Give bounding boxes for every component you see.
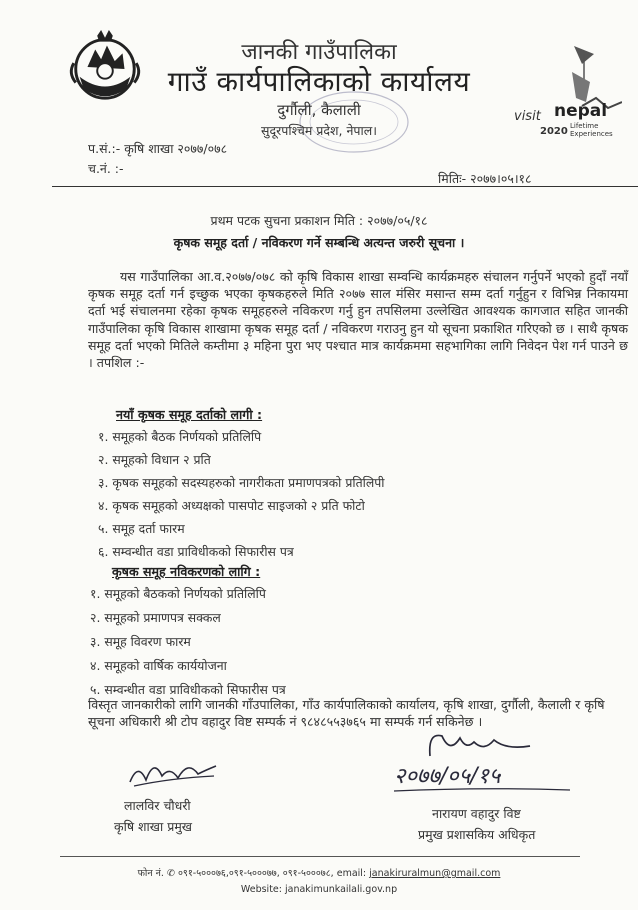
office-province: सुदूरपश्चिम प्रदेश, नेपाल। bbox=[261, 123, 377, 138]
list-item: ३. कृषक समूहको सदस्यहरुको नागरीकता प्रमाणपत्रको प्रतिलिपी bbox=[98, 475, 385, 490]
left-signature-icon bbox=[124, 752, 220, 792]
list-item: २. समूहको विधान २ प्रति bbox=[98, 452, 211, 467]
footer-website-link[interactable]: janakimunkailali.gov.np bbox=[285, 884, 398, 895]
notice-body: यस गाउँपालिका आ.व.२०७७/०७८ को कृषि विकास शाखा सम्वन्धि कार्यक्रमहरु संचालन गर्नुपर्ने भएको हुदाँ नयाँ कृषक समूह दर्ता गर्न इच्छुक भएका कृषकहरुले मिति २०७७ साल मंसिर मसान्त सम्म दर्ता गर्नुहुन र विभिन्न निकायमा दर्ता भई संचालनमा रहेका कृषक समूहहरुले नविकरण गर्नु हुन तपसिलमा उल्लेखित आवश्यक कागजात सहित जानकी गाउँपालिका कृषि विकास शाखामा कृषक समूह दर्ता / नविकरण गराउनु हुन यो सूचना प्रकाशित गरिएको छ । साथै कृषक समूह दर्ता भएको मितिले कम्तीमा ३ महिना पुरा भए पश्चात मात्र कार्यक्रममा सहभागिका लागि निवेदन पेश गर्न पाउने छ । तपशिल :- bbox=[88, 269, 628, 371]
left-signatory-name: लालविर चौधरी bbox=[124, 798, 191, 813]
first-publish-date: प्रथम पटक सुचना प्रकाशन मिति : २०७७/०५/१८ bbox=[210, 213, 428, 228]
left-signatory-title: कृषि शाखा प्रमुख bbox=[114, 819, 193, 834]
letter-date: मितिः- २०७७।०५।१८ bbox=[438, 171, 532, 186]
list-item: ५. सम्वन्धीत वडा प्राविधीकको सिफारीस पत्र bbox=[90, 682, 286, 697]
logo-year: 2020 bbox=[540, 126, 568, 137]
handwritten-sign-date: २०७७/०५/१५ bbox=[394, 764, 501, 789]
list-item: ४. कृषक समूहको अध्यक्षको पासपोट साइजको २ प्रति फोटो bbox=[98, 498, 365, 513]
visit-text: visit bbox=[514, 109, 541, 124]
nepal-text: nepal bbox=[554, 101, 608, 121]
list-item: १. समूहको बैठक निर्णयको प्रतिलिपि bbox=[98, 429, 262, 444]
list-item: ६. सम्वन्धीत वडा प्राविधीकको सिफारीस पत्र bbox=[98, 544, 294, 559]
list-item: ५. समूह दर्ता फारम bbox=[98, 521, 185, 536]
list-item: ४. समूहको वार्षिक कार्ययोजना bbox=[90, 658, 227, 673]
contact-paragraph: विस्तृत जानकारीको लागि जानकी गाँउपालिका, गाँउ कार्यपालिकाको कार्यालय, कृषि शाखा, दुर्गौली, कैलाली र कृषि सूचना अधिकारी श्री टोप वहादुर विष्ट सम्पर्क नं ९८४८५५३७६५ मा सम्पर्क गर्न सकिनेछ । bbox=[88, 697, 605, 729]
header-divider bbox=[52, 186, 638, 187]
list-item: २. समूहको प्रमाणपत्र सक्कल bbox=[90, 610, 221, 625]
footer-website bbox=[0, 884, 638, 895]
right-signature-icon bbox=[420, 726, 540, 764]
right-signatory-name: नारायण वहादुर विष्ट bbox=[432, 806, 521, 821]
notice-title: कृषक समूह दर्ता / नविकरण गर्ने सम्बन्धि अत्यन्त जरुरी सूचना । bbox=[173, 235, 465, 250]
footer-website-label: Website: bbox=[240, 884, 282, 895]
dispatch-number: च.नं. :- bbox=[88, 161, 124, 176]
footer-email-link[interactable]: janakiruralmun@gmail.com bbox=[369, 868, 501, 879]
sign-underline bbox=[392, 786, 572, 794]
new-registration-heading: नयाँ कृषक समूह दर्ताको लागी : bbox=[116, 407, 263, 422]
list-item: १. समूहको बैठकको निर्णयको प्रतिलिपि bbox=[90, 586, 266, 601]
footer-divider bbox=[60, 856, 580, 857]
office-location: दुर्गौली, कैलाली bbox=[277, 101, 361, 119]
footer-phone: फोन नं. ✆ ०९१-५०००७६,०९१-५०००७७, ०९१-५०००७८, bbox=[137, 868, 334, 879]
footer-email-label: email: bbox=[336, 868, 367, 879]
logo-tag-2: Experiences bbox=[570, 130, 613, 138]
renewal-heading: कृषक समूह नविकरणको लागि : bbox=[112, 564, 261, 579]
list-item: ३. समूह विवरण फारम bbox=[90, 634, 191, 649]
office-name: गाउँ कार्यपालिकाको कार्यालय bbox=[167, 65, 471, 98]
footer-contact bbox=[0, 866, 638, 879]
right-signatory-title: प्रमुख प्रशासकिय अधिकृत bbox=[418, 827, 536, 842]
logo-tag-1: Lifetime bbox=[570, 122, 599, 130]
municipality-name: जानकी गाउँपालिका bbox=[241, 40, 397, 65]
letter-reference-number: प.सं.:- कृषि शाखा २०७७/०७८ bbox=[88, 141, 228, 156]
